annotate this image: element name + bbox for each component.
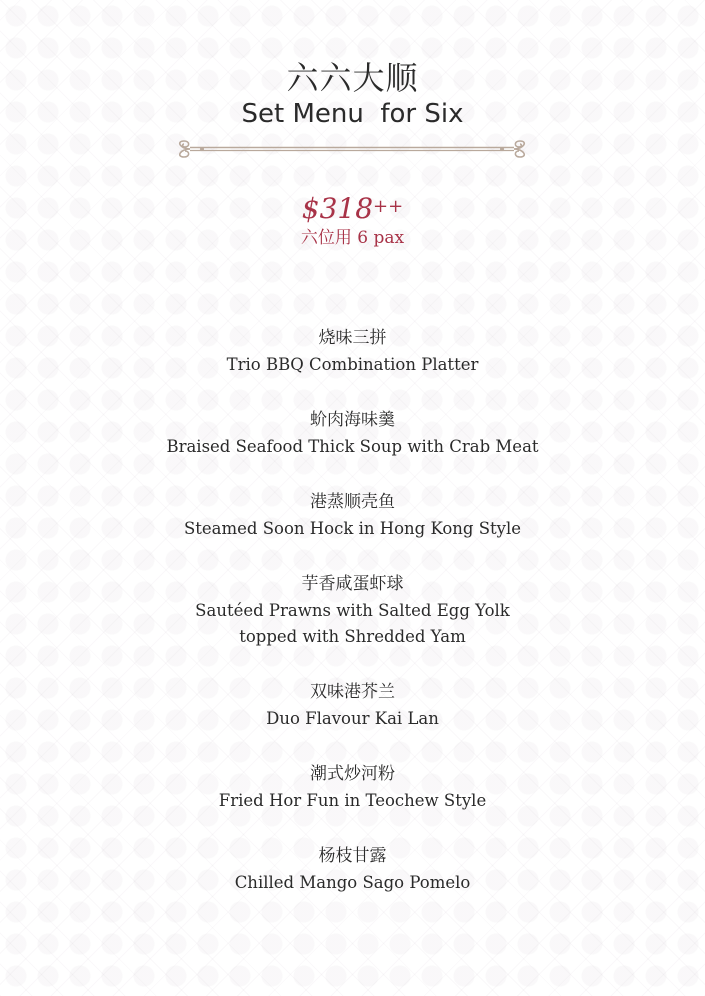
dish-name-chinese: 双味港芥兰	[310, 682, 395, 702]
dish-name-chinese: 杨枝甘露	[318, 846, 387, 866]
dish-name-chinese: 蚧肉海味羹	[310, 410, 395, 430]
dish-name-english: Braised Seafood Thick Soup with Crab Meat	[166, 437, 539, 456]
dish-item	[0, 760, 705, 814]
dish-name-english: Duo Flavour Kai Lan	[266, 709, 439, 728]
dish-name-english: Fried Hor Fun in Teochew Style	[218, 791, 487, 810]
set-price	[0, 190, 705, 226]
dish-name-english: Sautéed Prawns with Salted Egg Yolk	[195, 601, 510, 620]
dish-list	[0, 324, 705, 924]
pax-count: 六位用 6 pax	[300, 228, 405, 248]
dish-name-chinese: 烧味三拼	[318, 328, 387, 348]
dish-name-english: topped with Shredded Yam	[239, 627, 466, 646]
dish-item	[0, 406, 705, 460]
dish-name-chinese: 芋香咸蛋虾球	[301, 574, 404, 594]
dish-item	[0, 488, 705, 542]
menu-title-chinese: 六六大顺	[286, 59, 419, 97]
dish-item	[0, 570, 705, 650]
dish-item	[0, 678, 705, 732]
menu-title-english: Set Menu for Six	[241, 99, 464, 129]
dish-name-chinese: 潮式炒河粉	[310, 764, 395, 784]
dish-name-english: Trio BBQ Combination Platter	[226, 355, 479, 374]
price-amount: $318	[301, 192, 374, 225]
ornamental-divider-icon	[172, 137, 532, 161]
dish-item	[0, 324, 705, 378]
dish-name-english: Chilled Mango Sago Pomelo	[234, 873, 471, 892]
dish-item	[0, 842, 705, 896]
dish-name-chinese: 港蒸顺壳鱼	[310, 492, 395, 512]
dish-name-english: Steamed Soon Hock in Hong Kong Style	[183, 519, 522, 538]
price-suffix: ++	[373, 196, 404, 217]
